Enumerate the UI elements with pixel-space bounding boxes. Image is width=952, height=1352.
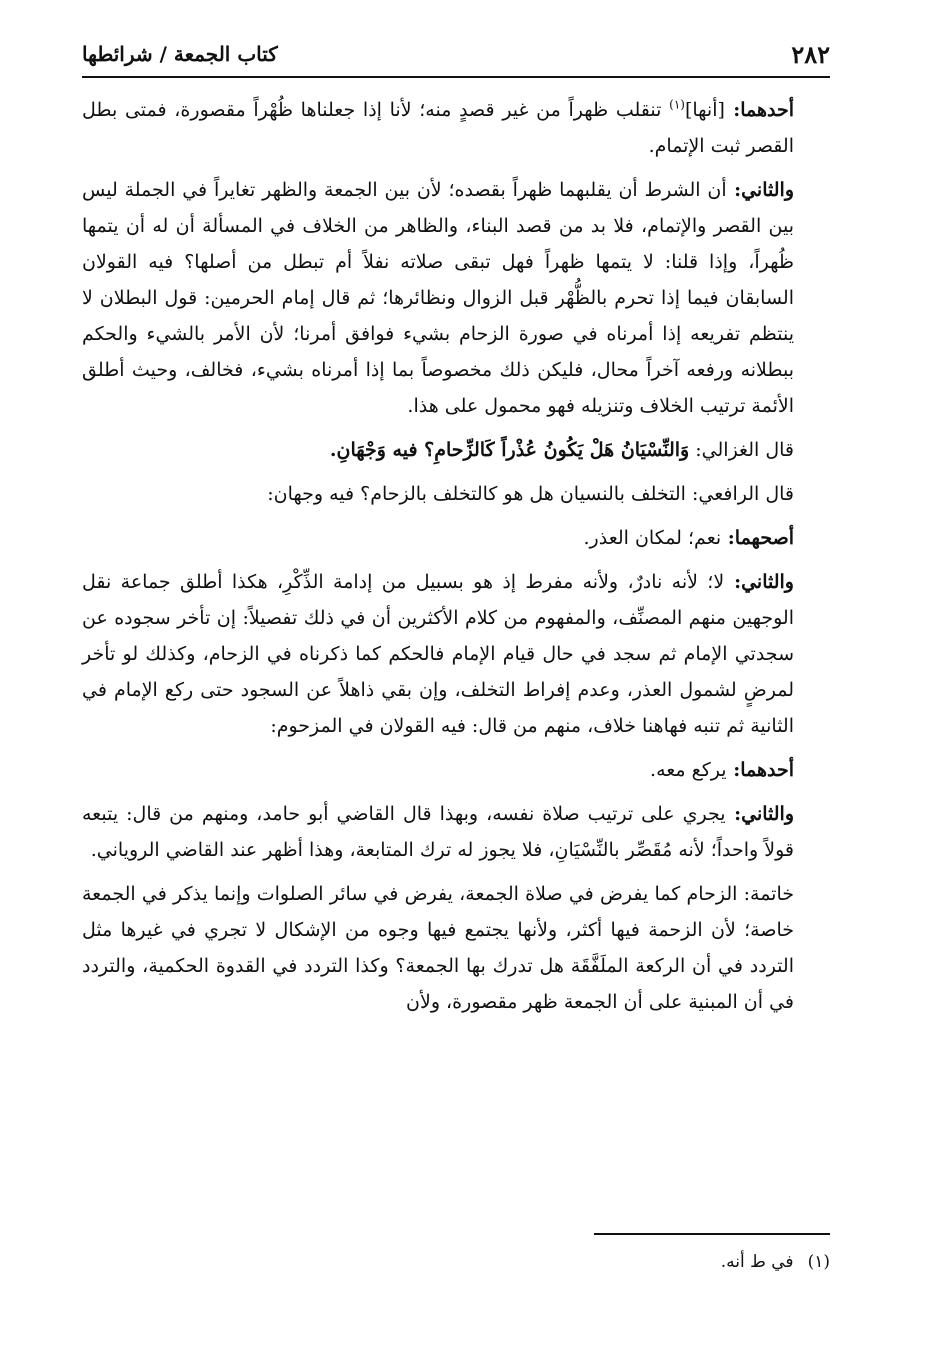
paragraph-lead: أصحهما: [721,527,794,549]
bracketed-word: [أنها] [684,99,725,121]
footnote-divider [594,1233,830,1235]
paragraph-first-opinion [82,92,830,164]
paragraph-lead: والثاني: [726,179,794,201]
paragraph-text: يركع معه. [650,759,727,781]
paragraph-lead: والثاني: [725,803,794,825]
footnote-number: (١) [807,1252,830,1272]
paragraph-first-of-two [82,752,830,788]
paragraph-second-view [82,564,830,744]
footnote-item [82,1248,830,1276]
paragraph-text: أن الشرط أن يقلبهما ظهراً بقصده؛ لأن بين الجمعة والظهر تغايراً في الجملة ليس بين القصر والإتمام، فلا بد من قصد البناء، والظاهر من الخلاف في المسألة أن له أن يتمها ظُهراً، وإذا قلنا: لا يتمها ظهراً فهل تبقى صلاته نفلاً أم تبطل من أصلها؟ فيه القولان السابقان فيما إذا تحرم بالظُّهْر قبل الزوال ونظائرها؛ ثم قال إمام الحرمين: قول البطلان لا ينتظم تفريعه إذا أمرناه في صورة الزحام بشيء فوافق أمرنا؛ لأن الأمر بالشيء والحكم ببطلانه ورفعه آخراً محال، فليكن ذلك مخصوصاً بما إذا أمرناه بشيء، فخالف، وحيث أطلق الأئمة ترتيب الخلاف وتنزيله فهو محمول على هذا. [82,179,794,417]
paragraph-text: خاتمة: الزحام كما يفرض في صلاة الجمعة، يفرض في سائر الصلوات وإنما يذكر في الجمعة خاصة؛ لأن الزحمة فيها أكثر، ولأنها يجتمع فيها وجوه من الإشكال لا تجري في غيرها مثل التردد في أن الركعة الملَفَّقَة هل تدرك بها الجمعة؟ وكذا التردد في القدوة الحكمية، والتردد في أن المبنية على أن الجمعة ظهر مقصورة، ولأن [82,883,794,1013]
footnotes [82,1248,830,1276]
paragraph-second-opinion [82,172,830,424]
paragraph-text: قال الرافعي: التخلف بالنسيان هل هو كالتخلف بالزحام؟ فيه وجهان: [267,483,794,505]
main-text [82,92,830,1020]
paragraph-text: لا؛ لأنه نادرٌ، ولأنه مفرط إذ هو بسبيل من إدامة الذِّكْرِ، هكذا أطلق جماعة نقل الوجهين منهم المصنِّف، والمفهوم من كلام الأكثرين أن في ذلك تفصيلاً: إن تأخر سجوده عن سجدتي الإمام ثم سجد في حال قيام الإمام فالحكم كما ذكرناه في الزحام، وكذلك لو تأخر لمرضٍ لشمول العذر، وعدم إفراط التخلف، وإن بقي ذاهلاً عن السجود حتى ركع الإمام في الثانية ثم تنبه فهاهنا خلاف، منهم من قال: فيه القولان في المزحوم: [82,571,794,737]
footnote-reference[interactable]: (١) [669,97,685,112]
book-page [82,36,830,1336]
footnote-text: في ط أنه. [720,1252,794,1272]
paragraph-lead: أحدهما: [726,759,794,781]
paragraph-rafii [82,476,830,512]
page-number: ٢٨٢ [791,40,830,69]
paragraph-second-of-two [82,796,830,868]
paragraph-lead: والثاني: [724,571,794,593]
quoted-matn: وَالنِّسْيَانُ هَلْ يَكُونُ عُذْراً كَالزِّحامِ؟ فيه وَجْهَانِ. [329,439,690,461]
paragraph-text: يجري على ترتيب صلاة نفسه، وبهذا قال القاضي أبو حامد، ومنهم من قال: يتبعه قولاً واحداً؛ لأنه مُقَصِّر بالنِّسْيَانِ، فلا يجوز له ترك المتابعة، وهذا أظهر عند القاضي الروياني. [82,803,794,861]
paragraph-conclusion [82,876,830,1020]
page-header [82,36,830,78]
running-title: كتاب الجمعة / شرائطها [82,42,278,66]
paragraph-ghazali-quote [82,432,830,468]
paragraph-text: تنقلب ظهراً من غير قصدٍ منه؛ لأنا إذا جعلناها ظُهْراً مقصورة، فمتى بطل القصر ثبت الإتمام. [82,99,794,157]
paragraph-most-correct [82,520,830,556]
paragraph-lead: أحدهما: [724,99,795,121]
quote-prefix: قال الغزالي: [689,439,794,461]
paragraph-text: نعم؛ لمكان العذر. [583,527,722,549]
